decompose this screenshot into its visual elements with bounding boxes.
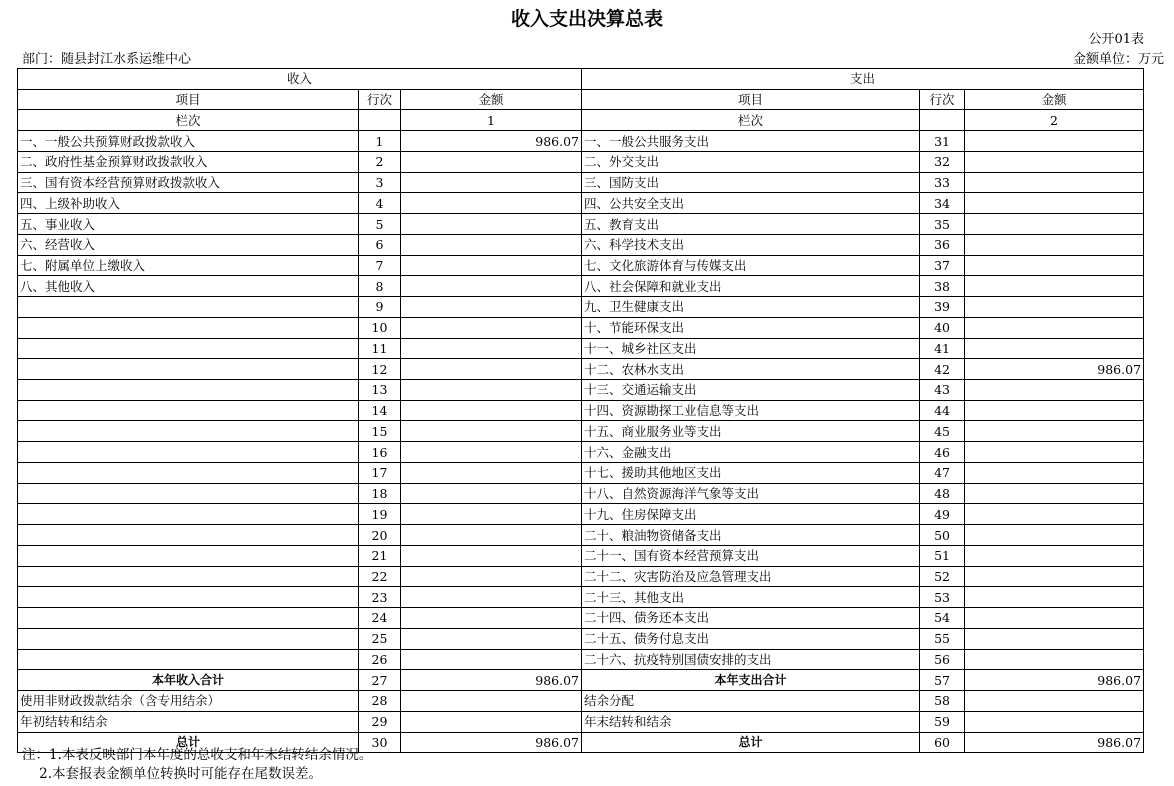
- expense-amount-cell: [965, 649, 1144, 670]
- expense-rowno-cell: 54: [920, 608, 965, 629]
- expense-item-cell: 二十、粮油物资储备支出: [582, 525, 920, 546]
- income-amount-cell: 986.07: [401, 131, 582, 152]
- income-amount-cell: [401, 504, 582, 525]
- expense-rowno-cell: 42: [920, 359, 965, 380]
- expense-item-cell: 结余分配: [582, 691, 920, 712]
- income-amount-cell: [401, 172, 582, 193]
- table-row: [18, 400, 1144, 421]
- income-rowno-cell: 3: [359, 172, 401, 193]
- income-rowno-header: 行次: [359, 89, 401, 110]
- expense-amount-cell: [965, 525, 1144, 546]
- income-item-cell: 四、上级补助收入: [18, 193, 359, 214]
- income-item-cell: [18, 545, 359, 566]
- income-amount-cell: 986.07: [401, 732, 582, 753]
- expense-amount-cell: [965, 297, 1144, 318]
- table-row: [18, 421, 1144, 442]
- expense-item-cell: 一、一般公共服务支出: [582, 131, 920, 152]
- table-row: [18, 151, 1144, 172]
- expense-amount-cell: [965, 628, 1144, 649]
- income-item-cell: 三、国有资本经营预算财政拨款收入: [18, 172, 359, 193]
- income-rowno-cell: 18: [359, 483, 401, 504]
- expense-item-cell: 十、节能环保支出: [582, 317, 920, 338]
- income-amount-cell: [401, 151, 582, 172]
- expense-rowno-cell: 52: [920, 566, 965, 587]
- expense-item-cell: 四、公共安全支出: [582, 193, 920, 214]
- income-amount-cell: [401, 462, 582, 483]
- department-label: 部门：随县封江水系运维中心: [22, 52, 192, 67]
- expense-column-label: 栏次: [582, 110, 920, 131]
- income-amount-cell: [401, 545, 582, 566]
- expense-amount-cell: [965, 172, 1144, 193]
- income-rowno-cell: 30: [359, 732, 401, 753]
- expense-item-cell: 二十一、国有资本经营预算支出: [582, 545, 920, 566]
- column-header-row: [18, 89, 1144, 110]
- expense-rowno-cell: 60: [920, 732, 965, 753]
- income-item-cell: 本年收入合计: [18, 670, 359, 691]
- footnote-2: 2.本套报表金额单位转换时可能存在尾数误差。: [22, 766, 323, 782]
- income-amount-cell: [401, 276, 582, 297]
- table-row: [18, 131, 1144, 152]
- expense-rowno-cell: 32: [920, 151, 965, 172]
- income-rowno-cell: 24: [359, 608, 401, 629]
- expense-item-cell: 二十五、债务付息支出: [582, 628, 920, 649]
- income-item-cell: 五、事业收入: [18, 214, 359, 235]
- column-number-row: [18, 110, 1144, 131]
- income-item-cell: 二、政府性基金预算财政拨款收入: [18, 151, 359, 172]
- income-rowno-cell: 15: [359, 421, 401, 442]
- table-row: [18, 711, 1144, 732]
- income-section-header: 收入: [18, 69, 582, 90]
- amount-unit-label: 金额单位：万元: [1072, 52, 1164, 67]
- income-amount-header: 金额: [401, 89, 582, 110]
- expense-item-cell: 十四、资源勘探工业信息等支出: [582, 400, 920, 421]
- expense-item-cell: 十二、农林水支出: [582, 359, 920, 380]
- expense-amount-cell: [965, 400, 1144, 421]
- table-row: [18, 193, 1144, 214]
- table-row: [18, 670, 1144, 691]
- income-item-cell: [18, 608, 359, 629]
- income-rowno-cell: 7: [359, 255, 401, 276]
- expense-rowno-cell: 44: [920, 400, 965, 421]
- income-rowno-cell: 4: [359, 193, 401, 214]
- expense-item-cell: 十八、自然资源海洋气象等支出: [582, 483, 920, 504]
- table-row: [18, 276, 1144, 297]
- income-rowno-cell: 27: [359, 670, 401, 691]
- income-rowno-cell: 2: [359, 151, 401, 172]
- income-amount-cell: [401, 297, 582, 318]
- expense-amount-cell: [965, 276, 1144, 297]
- expense-item-cell: 八、社会保障和就业支出: [582, 276, 920, 297]
- expense-rowno-cell: 37: [920, 255, 965, 276]
- page-title: 收入支出决算总表: [510, 8, 663, 30]
- income-amount-cell: [401, 338, 582, 359]
- expense-amount-cell: [965, 566, 1144, 587]
- expense-item-cell: 本年支出合计: [582, 670, 920, 691]
- income-item-cell: [18, 317, 359, 338]
- expense-item-cell: 十五、商业服务业等支出: [582, 421, 920, 442]
- income-item-cell: [18, 566, 359, 587]
- income-item-cell: [18, 421, 359, 442]
- table-row: [18, 483, 1144, 504]
- expense-amount-cell: [965, 587, 1144, 608]
- expense-item-cell: 九、卫生健康支出: [582, 297, 920, 318]
- expense-rowno-cell: 41: [920, 338, 965, 359]
- income-amount-cell: [401, 234, 582, 255]
- table-row: [18, 214, 1144, 235]
- income-item-cell: [18, 400, 359, 421]
- expense-rowno-cell: 39: [920, 297, 965, 318]
- section-header-row: [18, 69, 1144, 90]
- expense-amount-cell: [965, 255, 1144, 276]
- income-amount-cell: [401, 608, 582, 629]
- income-rowno-cell: 16: [359, 442, 401, 463]
- expense-rowno-cell: 49: [920, 504, 965, 525]
- expense-amount-cell: 986.07: [965, 359, 1144, 380]
- expense-rowno-cell: 50: [920, 525, 965, 546]
- expense-rowno-cell: 36: [920, 234, 965, 255]
- table-row: [18, 234, 1144, 255]
- expense-item-cell: 十七、援助其他地区支出: [582, 462, 920, 483]
- expense-rowno-cell: 57: [920, 670, 965, 691]
- expense-item-cell: 五、教育支出: [582, 214, 920, 235]
- empty-cell: [359, 110, 401, 131]
- expense-amount-header: 金额: [965, 89, 1144, 110]
- expense-amount-cell: [965, 338, 1144, 359]
- table-row: [18, 359, 1144, 380]
- footnote-1: 注：1.本表反映部门本年度的总收支和年末结转结余情况。: [22, 747, 373, 763]
- expense-amount-cell: [965, 608, 1144, 629]
- expense-amount-cell: [965, 442, 1144, 463]
- form-code: 公开01表: [1088, 32, 1144, 47]
- income-item-cell: [18, 483, 359, 504]
- expense-amount-cell: [965, 711, 1144, 732]
- income-amount-cell: [401, 193, 582, 214]
- income-amount-cell: [401, 691, 582, 712]
- income-item-header: 项目: [18, 89, 359, 110]
- expense-rowno-cell: 51: [920, 545, 965, 566]
- income-item-cell: 年初结转和结余: [18, 711, 359, 732]
- income-rowno-cell: 23: [359, 587, 401, 608]
- expense-item-cell: 二、外交支出: [582, 151, 920, 172]
- income-item-cell: [18, 359, 359, 380]
- expense-amount-cell: [965, 691, 1144, 712]
- footnotes: [22, 746, 372, 784]
- expense-rowno-cell: 56: [920, 649, 965, 670]
- income-rowno-cell: 26: [359, 649, 401, 670]
- expense-rowno-cell: 47: [920, 462, 965, 483]
- income-amount-cell: [401, 628, 582, 649]
- expense-item-cell: 六、科学技术支出: [582, 234, 920, 255]
- table-row: [18, 380, 1144, 401]
- income-rowno-cell: 6: [359, 234, 401, 255]
- table-row: [18, 545, 1144, 566]
- expense-rowno-cell: 59: [920, 711, 965, 732]
- income-rowno-cell: 8: [359, 276, 401, 297]
- table-row: [18, 338, 1144, 359]
- income-rowno-cell: 20: [359, 525, 401, 546]
- expense-item-cell: 十九、住房保障支出: [582, 504, 920, 525]
- expense-item-cell: 三、国防支出: [582, 172, 920, 193]
- expense-section-header: 支出: [582, 69, 1144, 90]
- income-item-cell: 一、一般公共预算财政拨款收入: [18, 131, 359, 152]
- income-amount-cell: [401, 255, 582, 276]
- expense-amount-cell: [965, 504, 1144, 525]
- expense-item-cell: 十三、交通运输支出: [582, 380, 920, 401]
- income-expense-table: [17, 68, 1144, 753]
- expense-item-cell: 二十三、其他支出: [582, 587, 920, 608]
- expense-amount-cell: [965, 151, 1144, 172]
- expense-amount-cell: [965, 421, 1144, 442]
- income-rowno-cell: 13: [359, 380, 401, 401]
- income-amount-cell: [401, 421, 582, 442]
- income-amount-cell: [401, 649, 582, 670]
- income-rowno-cell: 9: [359, 297, 401, 318]
- expense-rowno-cell: 55: [920, 628, 965, 649]
- income-amount-cell: [401, 483, 582, 504]
- income-amount-cell: [401, 711, 582, 732]
- expense-item-cell: 七、文化旅游体育与传媒支出: [582, 255, 920, 276]
- income-item-cell: 八、其他收入: [18, 276, 359, 297]
- table-row: [18, 462, 1144, 483]
- income-rowno-cell: 21: [359, 545, 401, 566]
- income-amount-cell: [401, 525, 582, 546]
- expense-rowno-header: 行次: [920, 89, 965, 110]
- income-item-cell: 总计: [18, 732, 359, 753]
- table-row: [18, 172, 1144, 193]
- income-item-cell: [18, 525, 359, 546]
- table-row: [18, 587, 1144, 608]
- expense-rowno-cell: 38: [920, 276, 965, 297]
- expense-amount-cell: [965, 483, 1144, 504]
- income-rowno-cell: 17: [359, 462, 401, 483]
- income-item-cell: [18, 442, 359, 463]
- expense-rowno-cell: 45: [920, 421, 965, 442]
- income-item-cell: [18, 628, 359, 649]
- income-item-cell: [18, 587, 359, 608]
- income-rowno-cell: 25: [359, 628, 401, 649]
- table-row: [18, 608, 1144, 629]
- income-rowno-cell: 11: [359, 338, 401, 359]
- income-item-cell: 六、经营收入: [18, 234, 359, 255]
- expense-item-cell: 二十六、抗疫特别国债安排的支出: [582, 649, 920, 670]
- table-row: [18, 691, 1144, 712]
- income-item-cell: [18, 380, 359, 401]
- income-amount-cell: [401, 566, 582, 587]
- income-rowno-cell: 10: [359, 317, 401, 338]
- income-amount-cell: 986.07: [401, 670, 582, 691]
- table-row: [18, 255, 1144, 276]
- income-rowno-cell: 1: [359, 131, 401, 152]
- income-rowno-cell: 29: [359, 711, 401, 732]
- expense-item-cell: 十一、城乡社区支出: [582, 338, 920, 359]
- expense-amount-cell: [965, 380, 1144, 401]
- expense-rowno-cell: 34: [920, 193, 965, 214]
- expense-item-cell: 十六、金融支出: [582, 442, 920, 463]
- expense-rowno-cell: 58: [920, 691, 965, 712]
- expense-rowno-cell: 46: [920, 442, 965, 463]
- income-amount-cell: [401, 442, 582, 463]
- income-rowno-cell: 19: [359, 504, 401, 525]
- expense-item-cell: 年末结转和结余: [582, 711, 920, 732]
- income-column-label: 栏次: [18, 110, 359, 131]
- expense-rowno-cell: 53: [920, 587, 965, 608]
- income-rowno-cell: 14: [359, 400, 401, 421]
- table-row: [18, 297, 1144, 318]
- income-item-cell: [18, 338, 359, 359]
- expense-item-cell: 总计: [582, 732, 920, 753]
- income-amount-cell: [401, 400, 582, 421]
- expense-rowno-cell: 40: [920, 317, 965, 338]
- income-rowno-cell: 5: [359, 214, 401, 235]
- expense-rowno-cell: 33: [920, 172, 965, 193]
- empty-cell: [920, 110, 965, 131]
- income-rowno-cell: 22: [359, 566, 401, 587]
- income-item-cell: [18, 649, 359, 670]
- income-rowno-cell: 28: [359, 691, 401, 712]
- income-amount-cell: [401, 214, 582, 235]
- expense-column-number: 2: [965, 110, 1144, 131]
- income-amount-cell: [401, 380, 582, 401]
- expense-rowno-cell: 31: [920, 131, 965, 152]
- expense-item-cell: 二十四、债务还本支出: [582, 608, 920, 629]
- expense-rowno-cell: 43: [920, 380, 965, 401]
- income-item-cell: [18, 297, 359, 318]
- income-amount-cell: [401, 317, 582, 338]
- expense-amount-cell: [965, 214, 1144, 235]
- expense-item-cell: 二十二、灾害防治及应急管理支出: [582, 566, 920, 587]
- expense-amount-cell: [965, 545, 1144, 566]
- table-row: [18, 525, 1144, 546]
- expense-amount-cell: [965, 131, 1144, 152]
- expense-amount-cell: 986.07: [965, 670, 1144, 691]
- table-row: [18, 566, 1144, 587]
- table-row: [18, 317, 1144, 338]
- expense-item-header: 项目: [582, 89, 920, 110]
- income-amount-cell: [401, 359, 582, 380]
- income-item-cell: [18, 462, 359, 483]
- income-item-cell: [18, 504, 359, 525]
- expense-amount-cell: [965, 462, 1144, 483]
- table-row: [18, 628, 1144, 649]
- income-rowno-cell: 12: [359, 359, 401, 380]
- expense-amount-cell: 986.07: [965, 732, 1144, 753]
- income-item-cell: 使用非财政拨款结余（含专用结余）: [18, 691, 359, 712]
- income-amount-cell: [401, 587, 582, 608]
- table-row: [18, 504, 1144, 525]
- income-column-number: 1: [401, 110, 582, 131]
- expense-amount-cell: [965, 234, 1144, 255]
- expense-amount-cell: [965, 193, 1144, 214]
- expense-rowno-cell: 35: [920, 214, 965, 235]
- income-item-cell: 七、附属单位上缴收入: [18, 255, 359, 276]
- table-row: [18, 442, 1144, 463]
- expense-rowno-cell: 48: [920, 483, 965, 504]
- table-row: [18, 649, 1144, 670]
- expense-amount-cell: [965, 317, 1144, 338]
